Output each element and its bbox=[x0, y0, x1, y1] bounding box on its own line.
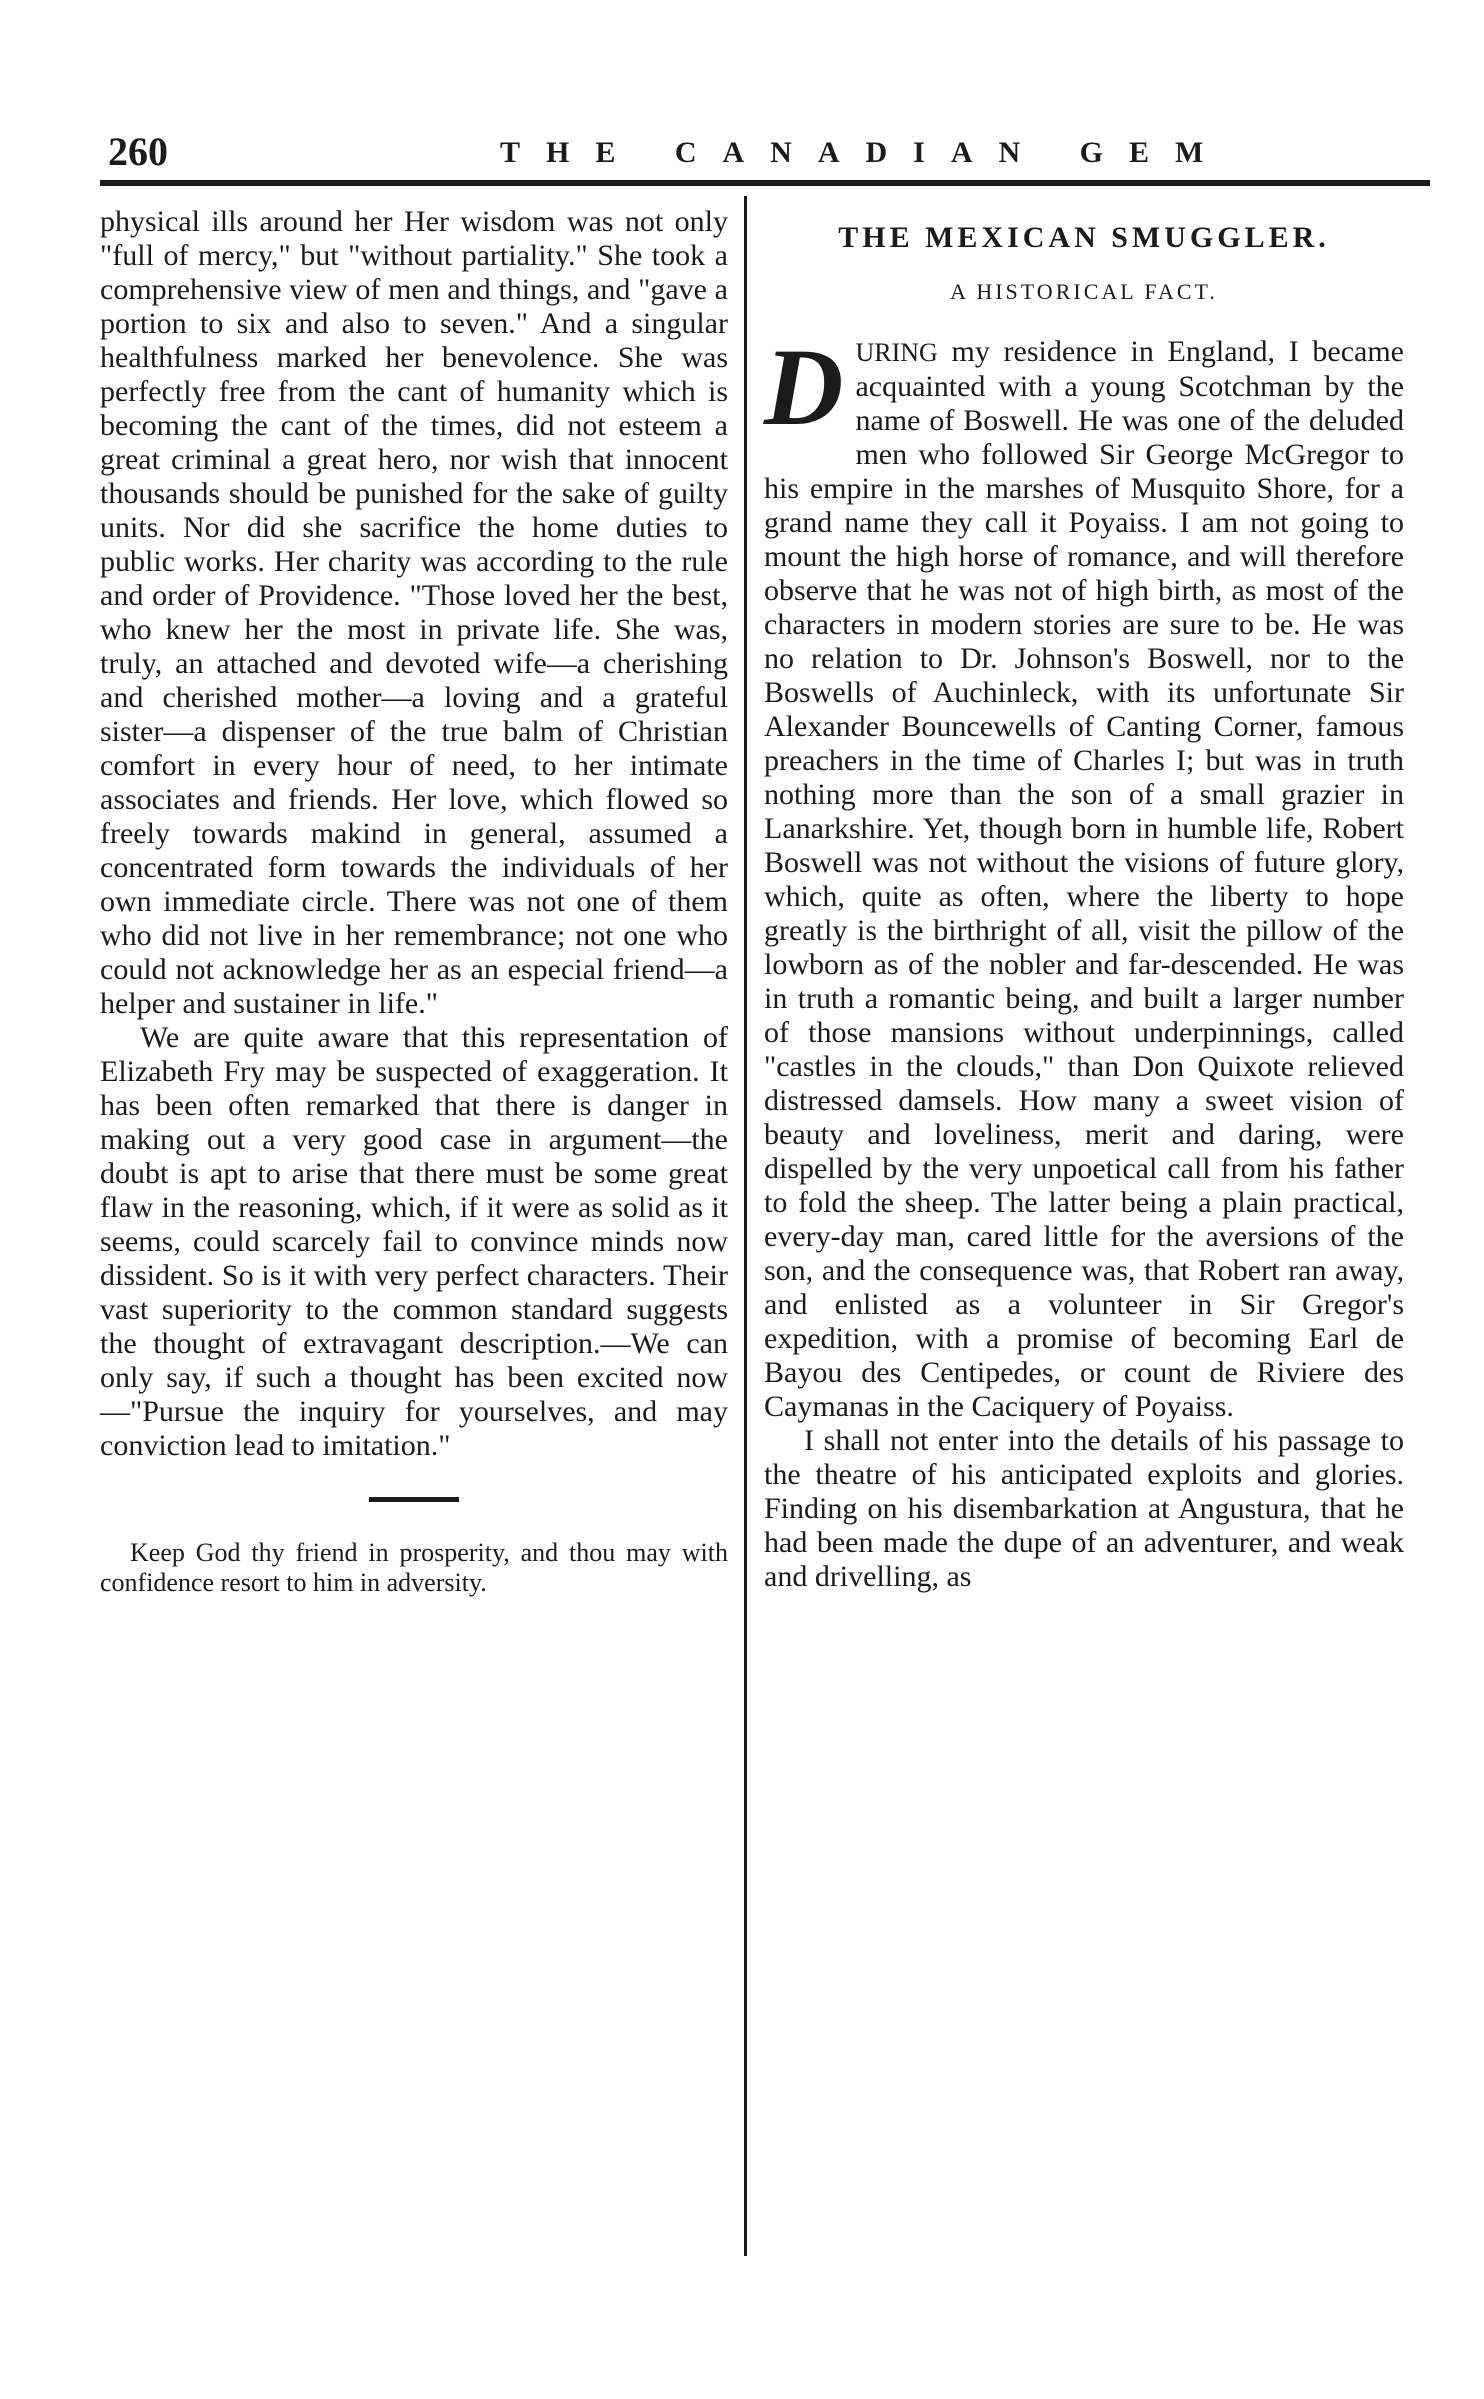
page-header bbox=[100, 128, 1430, 180]
article-subtitle: A HISTORICAL FACT. bbox=[950, 279, 1218, 304]
header-rule bbox=[100, 180, 1430, 186]
left-paragraph-1: physical ills around her Her wisdom was not only "full of mercy," but "without partiality." She took a comprehensive view of men and things, and "gave a portion to six and also to seven." And a singular healthfulness marked her benevolence. She was perfectly free from the cant of humanity which is becoming the cant of the times, did not esteem a great criminal a great hero, nor wish that innocent thousands should be punished for the sake of guilty units. Nor did she sacrifice the home duties to public works. Her charity was according to the rule and order of Providence. "Those loved her the best, who knew her the most in private life. She was, truly, an attached and devoted wife—a cherishing and cherished mother—a loving and a grateful sister—a dispenser of the true balm of Christian comfort in every hour of need, to her intimate associates and friends. Her love, which flowed so freely towards makind in general, assumed a concentrated form towards the individuals of her own immediate circle. There was not one of them who did not live in her remembrance; not one who could not acknowledge her as an especial friend—a helper and sustainer in life." bbox=[100, 205, 728, 1020]
article-title: THE MEXICAN SMUGGLER. bbox=[838, 221, 1330, 254]
drop-cap: D bbox=[764, 326, 844, 448]
left-column bbox=[100, 205, 728, 1598]
proverb: Keep God thy friend in prosperity, and thou may with confidence resort to him in adversity. bbox=[100, 1538, 728, 1597]
section-divider bbox=[369, 1497, 459, 1502]
left-paragraph-2: We are quite aware that this representation of Elizabeth Fry may be suspected of exaggeration. It has been often remarked that there is danger in making out a very good case in argument—the doubt is apt to arise that there must be some great flaw in the reasoning, which, if it were as solid as it seems, could scarcely fail to convince minds now dissident. So is it with very perfect characters. Their vast superiority to the common standard suggests the thought of extravagant description.—We can only say, if such a thought has been excited now—"Pursue the inquiry for yourselves, and may conviction lead to imitation." bbox=[100, 1021, 728, 1462]
paragraph-1-text: my residence in England, I became acquainted with a young Scotchman by the name of Boswell. He was one of the deluded men who followed Sir George McGregor to his empire in the marshes of Musquito Shore, for a grand name they call it Poyaiss. I am not going to mount the high horse of romance, and will therefore observe that he was not of high birth, as most of the characters in modern stories are sure to be. He was no relation to Dr. Johnson's Boswell, nor to the Boswells of Auchinleck, with its unfortunate Sir Alexander Bouncewells of Canting Corner, famous preachers in the time of Charles I; but was in truth nothing more than the son of a small grazier in Lanarkshire. Yet, though born in humble life, Robert Boswell was not without the visions of future glory, which, quite as often, where the liberty to hope greatly is the birthright of all, visit the pillow of the lowborn as of the nobler and far-descended. He was in truth a romantic being, and built a larger number of those mansions without underpinnings, called "castles in the clouds," than Don Quixote relieved distressed damsels. How many a sweet vision of beauty and loveliness, merit and daring, were dispelled by the very unpoetical call from his father to fold the sheep. The latter being a plain practical, every-day man, cared little for the aversions of the son, and the consequence was, that Robert ran away, and enlisted as a volunteer in Sir Gregor's expedition, with a promise of becoming Earl de Bayou des Centipedes, or count de Riviere des Caymanas in the Caciquery of Poyaiss. bbox=[764, 335, 1404, 1423]
running-title: THE CANADIAN GEM bbox=[500, 136, 1230, 169]
first-word-rest: URING bbox=[855, 338, 938, 367]
right-column bbox=[764, 205, 1404, 1594]
right-paragraph-1 bbox=[764, 326, 1404, 1424]
column-divider bbox=[744, 196, 747, 2256]
right-paragraph-2: I shall not enter into the details of his passage to the theatre of his anticipated exploits and glories. Finding on his disembarkation at Angustura, that he had been made the dupe of an adventurer, and weak and drivelling, as bbox=[764, 1424, 1404, 1593]
page-number: 260 bbox=[108, 129, 168, 174]
